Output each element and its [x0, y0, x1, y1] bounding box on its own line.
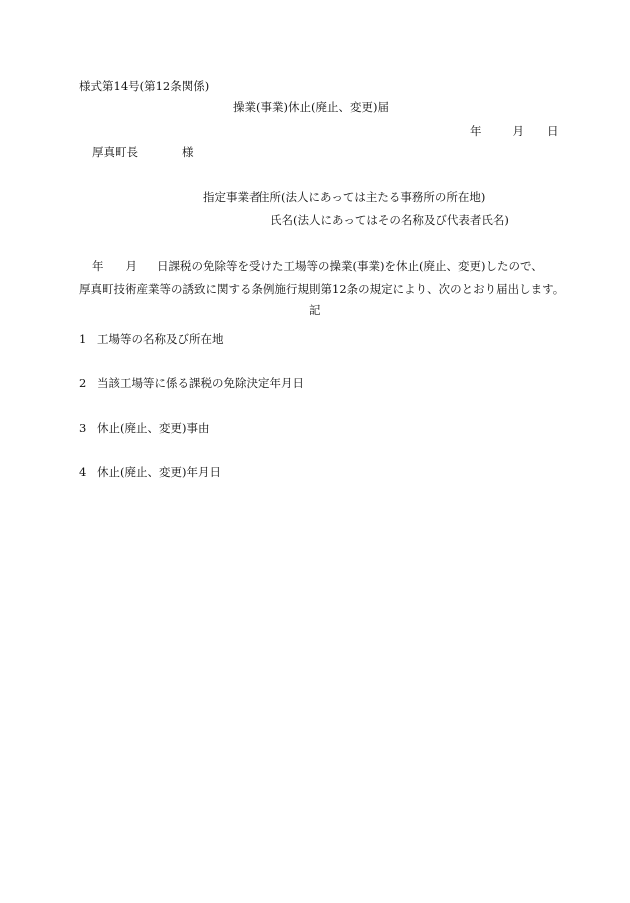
list-item-text: 当該工場等に係る課税の免除決定年月日 — [97, 376, 304, 390]
list-item-text: 工場等の名称及び所在地 — [97, 332, 224, 346]
list-item-text: 休止(廃止、変更)年月日 — [97, 465, 221, 479]
body-line-1-text: 日課税の免除等を受けた工場等の操業(事業)を休止(廃止、変更)したので、 — [157, 259, 543, 273]
date-line — [470, 126, 559, 138]
list-item-number: 2 — [79, 376, 87, 390]
list-item — [79, 378, 304, 390]
list-item-number: 4 — [79, 465, 87, 479]
operator-name-label: 氏名(法人にあってはその名称及び代表者氏名) — [270, 213, 509, 227]
body-line-2: 厚真町技術産業等の誘致に関する条例施行規則第12条の規定により、次のとおり届出します。 — [79, 282, 565, 296]
body-line-1 — [92, 261, 543, 273]
addressee-honorific: 様 — [182, 145, 194, 159]
operator-address-label: 住所(法人にあっては主たる事務所の所在地) — [258, 190, 486, 204]
list-item — [79, 423, 209, 435]
date-year-label: 年 — [470, 124, 482, 138]
date-day-label: 日 — [547, 124, 559, 138]
body-month-label: 月 — [125, 259, 137, 273]
body-year-label: 年 — [92, 259, 104, 273]
list-item-number: 3 — [79, 421, 87, 435]
list-item — [79, 467, 221, 479]
list-item-number: 1 — [79, 332, 87, 346]
form-title: 操業(事業)休止(廃止、変更)届 — [233, 100, 389, 114]
addressee-name: 厚真町長 — [92, 145, 138, 159]
list-item-text: 休止(廃止、変更)事由 — [97, 421, 210, 435]
date-month-label: 月 — [512, 124, 524, 138]
addressee — [92, 147, 194, 159]
ki-heading: 記 — [309, 303, 321, 317]
form-number-label: 様式第14号(第12条関係) — [79, 79, 210, 93]
list-item — [79, 334, 224, 346]
operator-label: 指定事業者 — [203, 190, 261, 204]
